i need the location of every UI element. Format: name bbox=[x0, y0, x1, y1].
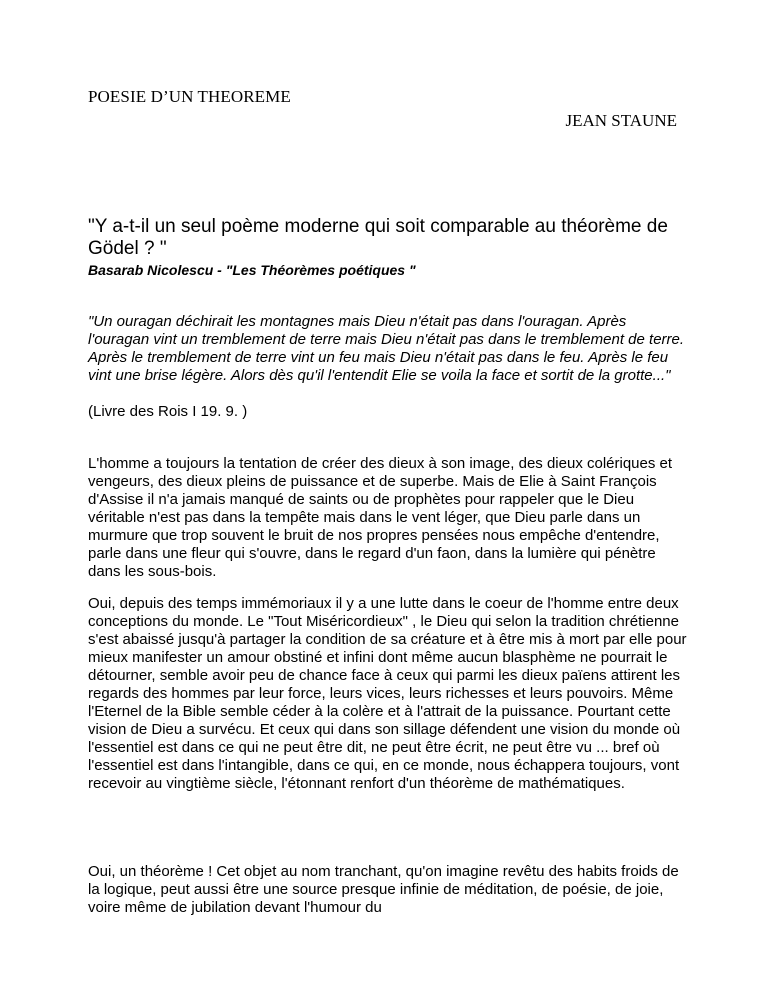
document-title: POESIE D’UN THEOREME bbox=[88, 87, 291, 106]
bible-reference: (Livre des Rois I 19. 9. ) bbox=[88, 403, 248, 420]
epigraph-source: Basarab Nicolescu - "Les Théorèmes poétiques " bbox=[88, 262, 416, 278]
body-paragraph: L'homme a toujours la tentation de créer des dieux à son image, des dieux colériques et vengeurs, des dieux pleins de puissance et de superbe. Mais de Elie à Saint François d'Assise il n'a jamais manqué de saints ou de prophètes pour rappeler que le Dieu véritable n'est pas dans la tempête mais dans le vent léger, que Dieu parle dans un murmure que trop souvent le bruit de nos propres pensées nous empêche d'entendre, parle dans une fleur qui s'ouvre, dans le regard d'un faon, dans la lumière qui pénètre dans les sous-bois. bbox=[88, 455, 673, 580]
epigraph-quote: "Y a-t-il un seul poème moderne qui soit comparable au théorème de Gödel ? " bbox=[88, 216, 668, 259]
bible-quote: "Un ouragan déchirait les montagnes mais Dieu n'était pas dans l'ouragan. Après l'ouragan vint un tremblement de terre mais Dieu n'était pas dans le tremblement de terre. Après le tremblement de terre vint un feu mais Dieu n'était pas dans le feu. Après le feu vint une brise légère. Alors dès qu'il l'entendit Elie se voila la face et sortit de la grotte..." bbox=[88, 313, 685, 384]
body-paragraph: Oui, depuis des temps immémoriaux il y a une lutte dans le coeur de l'homme entre deux conceptions du monde. Le "Tout Miséricordieux" , le Dieu qui selon la tradition chrétienne s'est abaissé jusqu'à partager la condition de sa créature et à être mis à mort par elle pour mieux manifester un amour obstiné et infini dont même aucun blasphème ne pourrait le détourner, semble avoir peu de chance face à ceux qui parmi les dieux païens attirent les regards des hommes par leur force, leurs vices, leurs richesses et leurs pouvoirs. Même l'Eternel de la Bible semble céder à la colère et à l'attrait de la puissance. Pourtant cette vision de Dieu a survécu. Et ceux qui dans son sillage défendent une vision du monde où l'essentiel est dans ce qui ne peut être dit, ne peut être écrit, ne peut être vu ... bref où l'essentiel est dans l'intangible, dans ce qui, en ce monde, nous échappera toujours, vont recevoir au vingtième siècle, l'étonnant renfort d'un théorème de mathématiques. bbox=[88, 595, 687, 792]
document-author: JEAN STAUNE bbox=[565, 111, 677, 130]
body-paragraph: Oui, un théorème ! Cet objet au nom tranchant, qu'on imagine revêtu des habits froids de la logique, peut aussi être une source presque infinie de méditation, de poésie, de joie, voire même de jubilation devant l'humour du bbox=[88, 863, 679, 916]
